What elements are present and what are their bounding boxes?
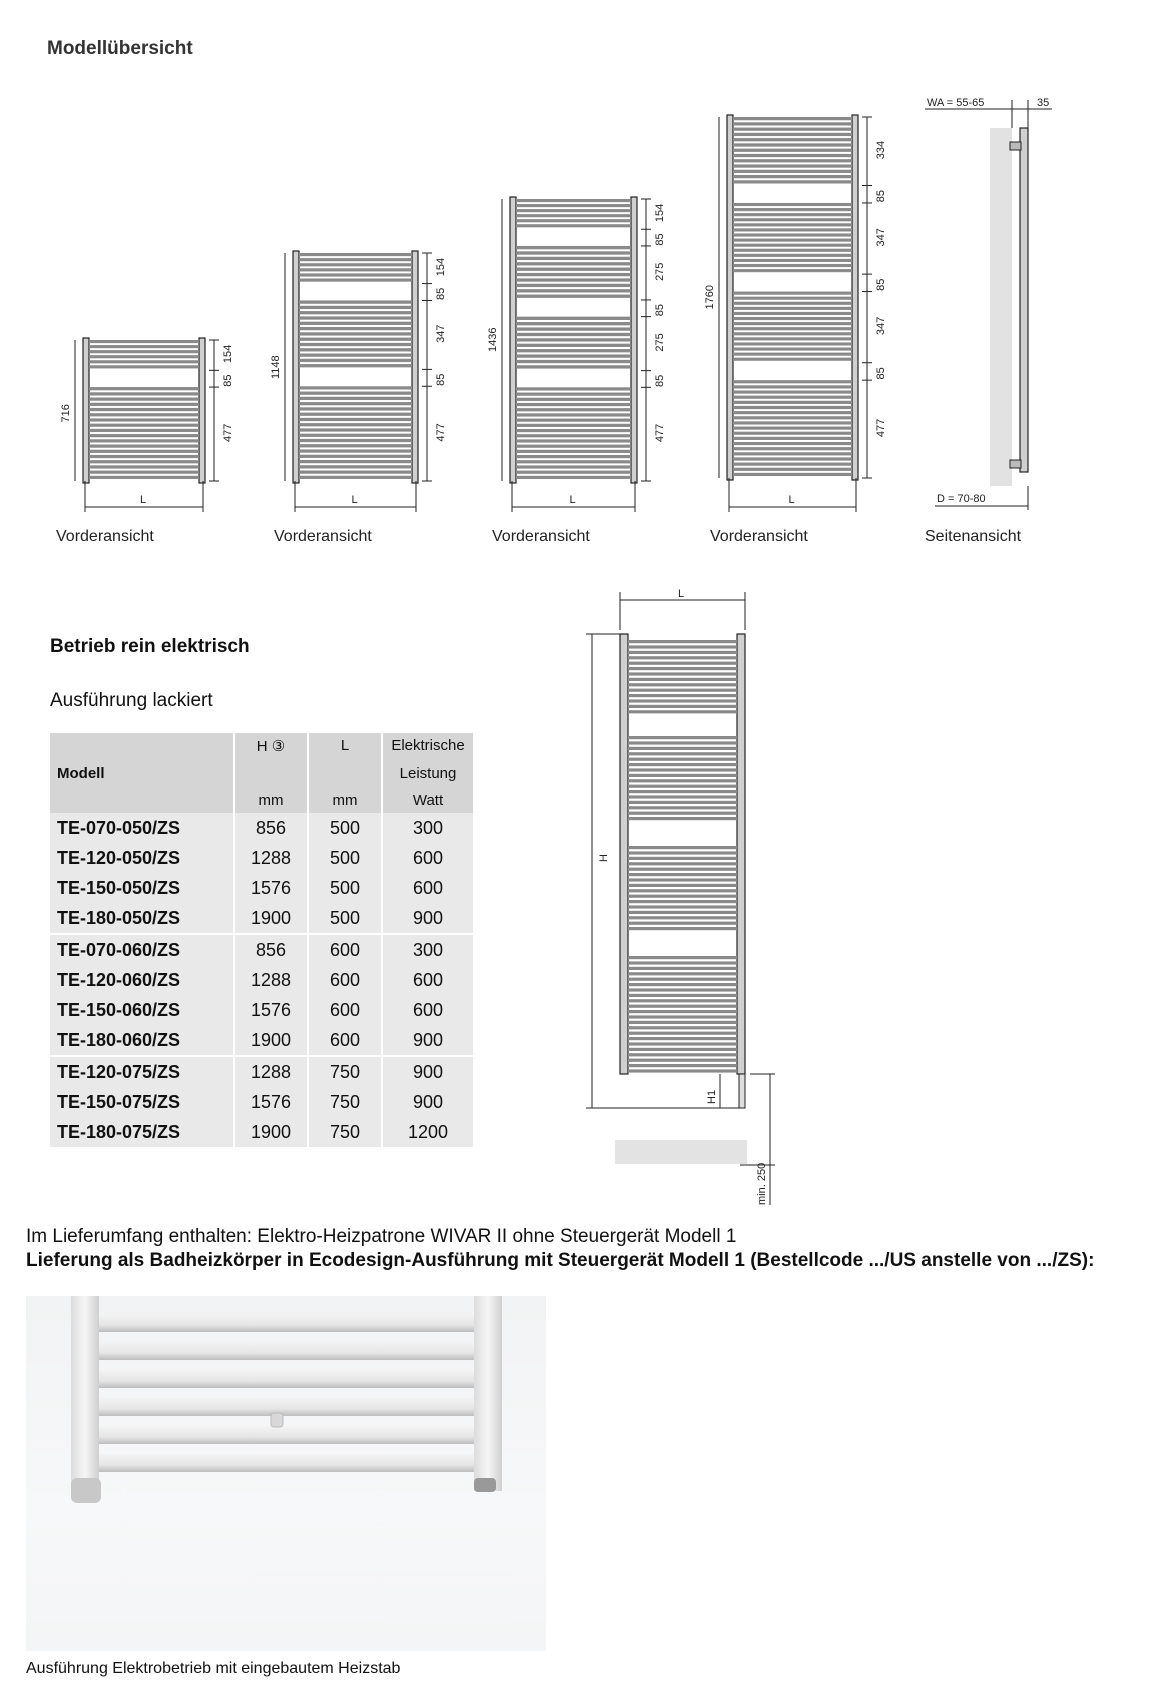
height-dim-label: 1436 (487, 327, 499, 352)
cell-model: TE-070-050/ZS (50, 813, 234, 843)
cell-model: TE-180-060/ZS (50, 1025, 234, 1056)
delivery-note: Im Lieferumfang enthalten: Elektro-Heizpatrone WIVAR II ohne Steuergerät Modell 1 (26, 1226, 737, 1247)
segment-dim-label: 477 (875, 418, 887, 438)
segment-dim-label: 85 (875, 367, 887, 380)
table-row (50, 903, 474, 934)
detail-min-label: min. 250 (756, 1162, 768, 1205)
table-row (50, 995, 474, 1025)
table-header-row (50, 733, 474, 813)
side-view (925, 97, 1052, 545)
page-title: Modellübersicht (47, 38, 193, 59)
cell-p: 600 (382, 965, 474, 995)
height-dim-label: 1760 (704, 285, 716, 310)
cell-p: 900 (382, 1056, 474, 1087)
segment-dim-label: 275 (654, 333, 666, 352)
width-dim-label: L (788, 494, 795, 506)
header-power-unit: Watt (412, 792, 444, 809)
section-subtitle: Ausführung lackiert (50, 690, 213, 711)
segment-dim-label: 154 (222, 344, 234, 364)
front-view-2 (270, 251, 447, 545)
table-row (50, 813, 474, 843)
cell-p: 900 (382, 1025, 474, 1056)
cell-l: 500 (308, 903, 382, 934)
header-height-unit: mm (258, 792, 284, 809)
cell-l: 600 (308, 965, 382, 995)
cell-l: 500 (308, 843, 382, 873)
segment-dim-label: 334 (875, 140, 887, 160)
cell-h: 1288 (234, 965, 308, 995)
cell-l: 750 (308, 1087, 382, 1117)
cell-h: 1288 (234, 843, 308, 873)
header-length-label: L (340, 737, 350, 754)
cell-h: 1900 (234, 1025, 308, 1056)
table-row (50, 1025, 474, 1056)
table-row (50, 934, 474, 965)
cell-p: 600 (382, 873, 474, 903)
cell-h: 1576 (234, 995, 308, 1025)
header-height (234, 733, 308, 813)
detail-height-label: H (598, 854, 610, 862)
cell-model: TE-180-075/ZS (50, 1117, 234, 1147)
detail-view (586, 588, 775, 1205)
cell-p: 300 (382, 934, 474, 965)
segment-dim-label: 154 (435, 257, 447, 277)
segment-dim-label: 275 (654, 262, 666, 281)
width-dim-label: L (140, 494, 147, 506)
width-dim-label: L (351, 494, 358, 506)
width-dim-label: L (569, 494, 576, 506)
side-depth-label: 35 (1037, 97, 1050, 109)
segment-dim-label: 85 (435, 373, 447, 386)
header-length-unit: mm (332, 792, 358, 809)
cell-l: 500 (308, 873, 382, 903)
spec-table (50, 733, 475, 1147)
cell-model: TE-120-050/ZS (50, 843, 234, 873)
front-view-caption: Vorderansicht (274, 528, 372, 545)
header-model: Modell (50, 733, 234, 813)
cell-p: 300 (382, 813, 474, 843)
segment-dim-label: 347 (875, 316, 887, 336)
cell-h: 1288 (234, 1056, 308, 1087)
front-views-group (56, 115, 887, 545)
front-view-1 (56, 338, 234, 545)
side-post (1020, 128, 1028, 472)
cell-l: 750 (308, 1056, 382, 1087)
product-photo (26, 1296, 546, 1651)
cell-l: 600 (308, 995, 382, 1025)
table-row (50, 1056, 474, 1087)
segment-dim-label: 477 (654, 423, 666, 443)
header-power-line1: Elektrische (391, 737, 465, 754)
cell-h: 1900 (234, 903, 308, 934)
front-view-caption: Vorderansicht (56, 528, 154, 545)
segment-dim-label: 347 (875, 228, 887, 247)
front-view-4 (704, 115, 887, 545)
cell-l: 500 (308, 813, 382, 843)
cell-model: TE-120-060/ZS (50, 965, 234, 995)
cell-p: 1200 (382, 1117, 474, 1147)
segment-dim-label: 347 (435, 324, 447, 343)
segment-dim-label: 85 (654, 233, 666, 246)
cell-p: 900 (382, 1087, 474, 1117)
header-power (382, 733, 474, 813)
section-title: Betrieb rein elektrisch (50, 636, 250, 657)
front-view-caption: Vorderansicht (710, 528, 808, 545)
detail-width-label: L (678, 588, 685, 600)
cell-h: 856 (234, 934, 308, 965)
segment-dim-label: 154 (654, 203, 666, 223)
cell-model: TE-120-075/ZS (50, 1056, 234, 1087)
table-row (50, 965, 474, 995)
segment-dim-label: 85 (875, 278, 887, 291)
cell-l: 600 (308, 1025, 382, 1056)
cell-model: TE-180-050/ZS (50, 903, 234, 934)
side-view-caption: Seitenansicht (925, 528, 1022, 545)
cell-model: TE-070-060/ZS (50, 934, 234, 965)
segment-dim-label: 477 (222, 423, 234, 443)
header-length (308, 733, 382, 813)
cell-h: 1576 (234, 1087, 308, 1117)
cell-p: 900 (382, 903, 474, 934)
segment-dim-label: 85 (435, 287, 447, 301)
cell-h: 1900 (234, 1117, 308, 1147)
table-row (50, 843, 474, 873)
ecodesign-note: Lieferung als Badheizkörper in Ecodesign-Ausführung mit Steuergerät Modell 1 (Bestellcode .../US anstelle von .../ZS): (26, 1250, 1095, 1271)
cell-p: 600 (382, 843, 474, 873)
cell-l: 750 (308, 1117, 382, 1147)
segment-dim-label: 85 (222, 374, 234, 387)
cell-model: TE-150-060/ZS (50, 995, 234, 1025)
side-wa-label: WA = 55-65 (927, 97, 985, 109)
table-body (50, 813, 474, 1147)
cell-model: TE-150-075/ZS (50, 1087, 234, 1117)
table-row (50, 873, 474, 903)
header-power-line2: Leistung (399, 764, 457, 782)
cell-l: 600 (308, 934, 382, 965)
segment-dim-label: 85 (875, 189, 887, 203)
side-d-label: D = 70-80 (937, 493, 986, 505)
segment-dim-label: 85 (654, 374, 666, 387)
cell-model: TE-150-050/ZS (50, 873, 234, 903)
segment-dim-label: 85 (654, 304, 666, 317)
cell-p: 600 (382, 995, 474, 1025)
detail-h1-label: H1 (706, 1089, 718, 1104)
cell-h: 856 (234, 813, 308, 843)
height-dim-label: 716 (60, 404, 72, 423)
front-view-3 (487, 197, 666, 545)
radiator-photo-illustration (26, 1296, 546, 1651)
cell-h: 1576 (234, 873, 308, 903)
header-height-label: H ③ (256, 738, 286, 755)
photo-caption: Ausführung Elektrobetrieb mit eingebautem Heizstab (26, 1660, 401, 1677)
segment-dim-label: 477 (435, 423, 447, 442)
front-view-caption: Vorderansicht (492, 528, 590, 545)
table-row (50, 1117, 474, 1147)
table-row (50, 1087, 474, 1117)
height-dim-label: 1148 (270, 355, 282, 379)
